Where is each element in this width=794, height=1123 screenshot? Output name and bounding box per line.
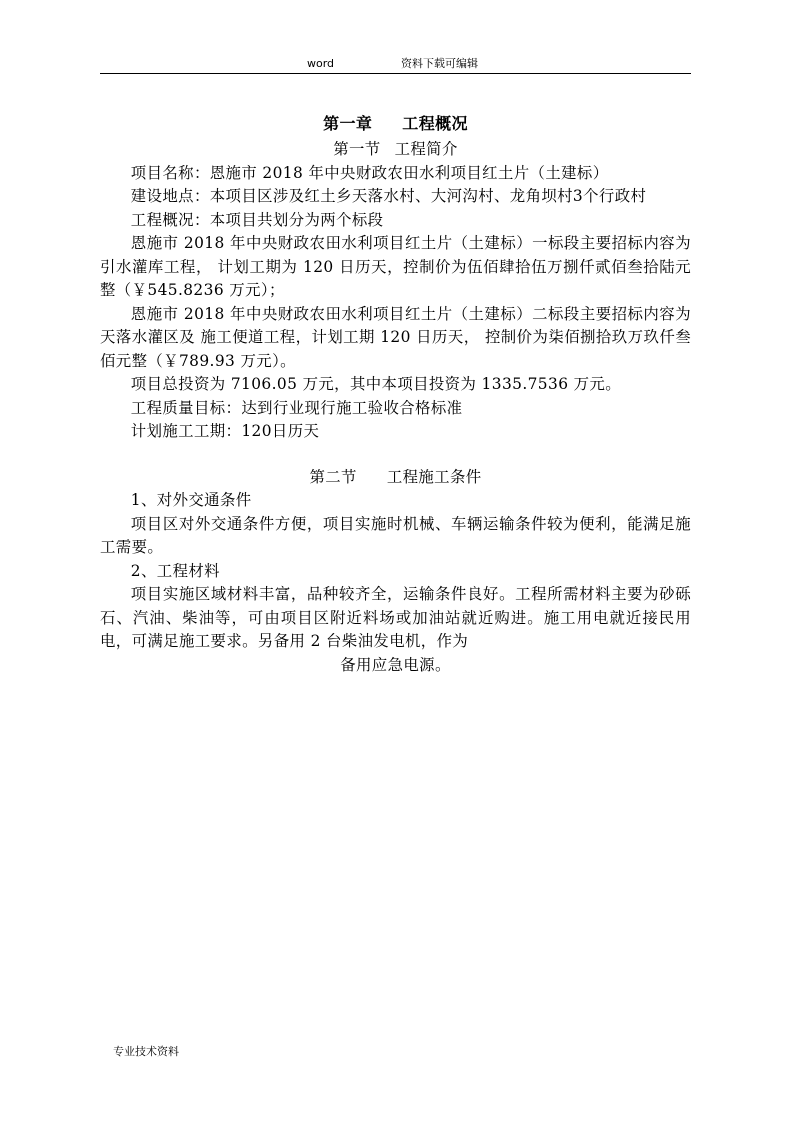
paragraph-schedule: 计划施工工期：120日历天 (130, 422, 320, 440)
chapter-title: 工程概况 (402, 114, 468, 133)
section-title: 工程施工条件 (386, 467, 482, 486)
section-heading (100, 466, 691, 490)
section-number: 第二节 (309, 467, 357, 486)
subheading-materials: 2、工程材料 (130, 561, 220, 580)
chapter-number: 第一章 (323, 114, 373, 133)
section-number: 第一节 (333, 140, 381, 158)
chapter-heading (100, 110, 691, 138)
paragraph-overview: 工程概况：本项目共划分为两个标段 (130, 210, 384, 229)
paragraph-location: 建设地点：本项目区涉及红土乡天落水村、大河沟村、龙角坝村3个行政村 (130, 187, 647, 205)
paragraph-quality-target: 工程质量目标：达到行业现行施工验收合格标准 (130, 398, 463, 417)
paragraph-project-name: 项目名称：恩施市 2018 年中央财政农田水利项目红土片（土建标） (130, 163, 609, 182)
document-body (100, 110, 691, 677)
paragraph-lot-one: 恩施市 2018 年中央财政农田水利项目红土片（土建标）一标段主要招标内容为引水灌库工程， 计划工期为 120 日历天，控制价为伍佰肆拾伍万捌仟贰佰叁拾陆元整（￥545.8236 万元）； (100, 234, 691, 299)
section-title: 工程简介 (394, 140, 458, 158)
subheading-traffic: 1、对外交通条件 (130, 491, 252, 509)
paragraph-materials: 项目实施区域材料丰富，品种较齐全，运输条件良好。工程所需材料主要为砂砾石、汽油、柴油等，可由项目区附近料场或加油站就近购进。施工用电就近接民用电，可满足施工要求。另备用 2 台柴油发电机，作为 (100, 585, 691, 650)
page-header (100, 57, 691, 74)
paragraph-lot-two: 恩施市 2018 年中央财政农田水利项目红土片（土建标）二标段主要招标内容为天落水灌区及 施工便道工程，计划工期 120 日历天， 控制价为柒佰捌拾玖万玖仟叁佰元整（￥789.93 万元）。 (100, 304, 691, 370)
header-left-text: word (307, 57, 335, 70)
paragraph-materials-tail: 备用应急电源。 (340, 655, 451, 674)
page-footer: 专业技术资料 (113, 1045, 179, 1058)
section-heading (100, 138, 691, 162)
paragraph-investment: 项目总投资为 7106.05 万元，其中本项目投资为 1335.7536 万元。 (130, 375, 622, 393)
paragraph-traffic: 项目区对外交通条件方便，项目实施时机械、车辆运输条件较为便利，能满足施工需要。 (100, 514, 691, 556)
header-right-text: 资料下载可编辑 (401, 57, 478, 70)
